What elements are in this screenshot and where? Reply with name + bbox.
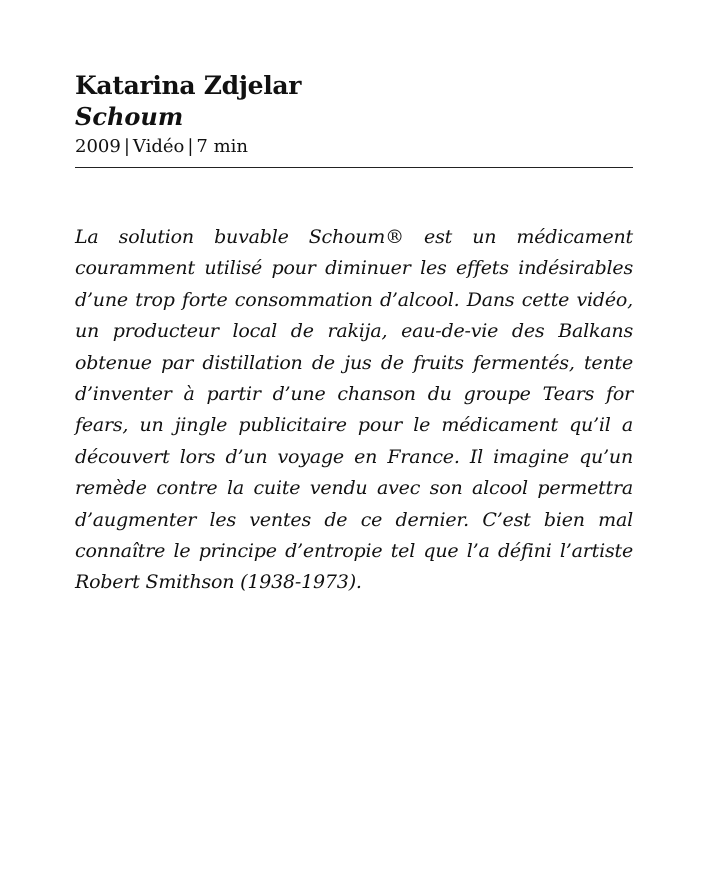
- artwork-meta: [75, 134, 633, 160]
- artwork-title: Schoum: [75, 102, 184, 131]
- artist-name: Katarina Zdjelar: [75, 71, 302, 100]
- artwork-year: 2009: [75, 136, 121, 157]
- artwork-duration: 7 min: [196, 136, 249, 157]
- meta-separator: |: [187, 136, 194, 157]
- header-divider: [75, 167, 633, 168]
- artwork-medium: Vidéo: [132, 136, 185, 157]
- meta-separator: |: [123, 136, 130, 157]
- artwork-label: [75, 70, 633, 618]
- artwork-description: La solution buvable Schoum® est un médicament couramment utilisé pour diminuer les effets indésirables d’une trop forte consommation d’alcool. Dans cette vidéo, un producteur local de rakija, eau-de-vie des Balkans obtenue par distillation de jus de fruits fermentés, tente d’inventer à partir d’une chanson du groupe Tears for fears, un jingle publicitaire pour le médicament qu’il a découvert lors d’un voyage en France. Il imagine qu’un remède contre la cuite vendu avec son alcool permettra d’augmenter les ventes de ce dernier. C’est bien mal connaître le principe d’entropie tel que l’a défini l’artiste Robert Smithson (1938-1973).: [75, 226, 633, 594]
